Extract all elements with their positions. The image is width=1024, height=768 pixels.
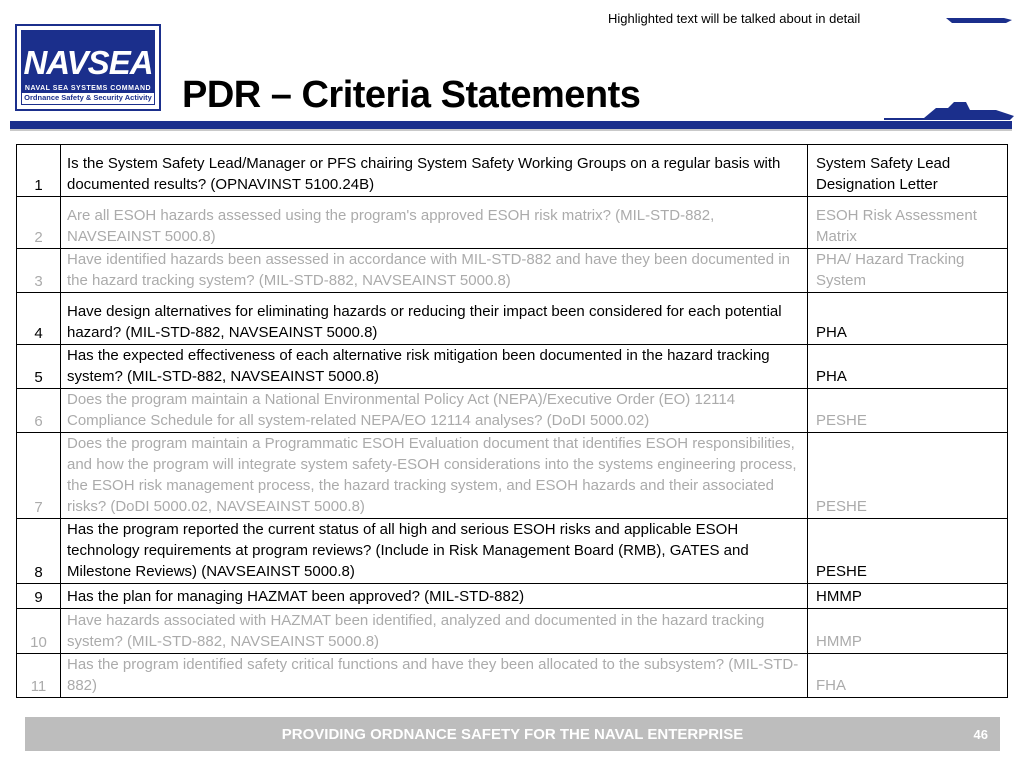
criterion-number: 2 [17, 197, 61, 249]
criterion-text: Has the expected effectiveness of each alternative risk mitigation been documented in the hazard tracking system? (MIL-STD-882, NAVSEAINST 5000.8) [61, 345, 808, 389]
criteria-table [16, 144, 1008, 698]
footer-bar [25, 717, 1000, 751]
criterion-number: 5 [17, 345, 61, 389]
header-note: Highlighted text will be talked about in detail [608, 11, 861, 26]
criterion-number: 11 [17, 654, 61, 698]
criterion-number: 10 [17, 609, 61, 654]
logo-subtitle: NAVAL SEA SYSTEMS COMMAND [24, 85, 152, 92]
table-row [17, 145, 1008, 197]
evidence-document: PHA [808, 345, 1008, 389]
criterion-text: Have design alternatives for eliminating hazards or reducing their impact been considered for each potential hazard? (MIL-STD-882, NAVSEAINST 5000.8) [61, 293, 808, 345]
evidence-document: FHA [808, 654, 1008, 698]
evidence-document: PESHE [808, 519, 1008, 584]
table-row [17, 389, 1008, 433]
header-rule [10, 121, 1012, 131]
criterion-text: Are all ESOH hazards assessed using the program's approved ESOH risk matrix? (MIL-STD-882, NAVSEAINST 5000.8) [61, 197, 808, 249]
page-title: PDR – Criteria Statements [182, 74, 641, 116]
criterion-number: 4 [17, 293, 61, 345]
evidence-document: PESHE [808, 389, 1008, 433]
criterion-text: Have identified hazards been assessed in accordance with MIL-STD-882 and have they been documented in the hazard tracking system? (MIL-STD-882, NAVSEAINST 5000.8) [61, 249, 808, 293]
criterion-text: Has the program identified safety critical functions and have they been allocated to the subsystem? (MIL-STD-882) [61, 654, 808, 698]
evidence-document: System Safety Lead Designation Letter [808, 145, 1008, 197]
criterion-number: 9 [17, 584, 61, 609]
criterion-number: 7 [17, 433, 61, 519]
logo-wordmark: NAVSEA [23, 44, 153, 81]
evidence-document: PESHE [808, 433, 1008, 519]
evidence-document: PHA [808, 293, 1008, 345]
evidence-document: ESOH Risk Assessment Matrix [808, 197, 1008, 249]
evidence-document: HMMP [808, 584, 1008, 609]
criterion-number: 8 [17, 519, 61, 584]
evidence-document: PHA/ Hazard Tracking System [808, 249, 1008, 293]
footer-text: PROVIDING ORDNANCE SAFETY FOR THE NAVAL ENTERPRISE [281, 726, 744, 743]
table-row [17, 519, 1008, 584]
table-row [17, 584, 1008, 609]
table-row [17, 654, 1008, 698]
table-row [17, 197, 1008, 249]
table-row [17, 345, 1008, 389]
table-row [17, 249, 1008, 293]
criteria-body [17, 145, 1008, 698]
criterion-text: Have hazards associated with HAZMAT been identified, analyzed and documented in the hazard tracking system? (MIL-STD-882, NAVSEAINST 5000.8) [61, 609, 808, 654]
criterion-text: Has the plan for managing HAZMAT been approved? (MIL-STD-882) [61, 584, 808, 609]
criterion-text: Has the program reported the current status of all high and serious ESOH risks and applicable ESOH technology requirements at program reviews? (Include in Risk Management Board (RMB), GATES and Milestone Reviews) (NAVSEAINST 5000.8) [61, 519, 808, 584]
criterion-text: Is the System Safety Lead/Manager or PFS chairing System Safety Working Groups on a regular basis with documented results? (OPNAVINST 5100.24B) [61, 145, 808, 197]
logo-activity: Ordnance Safety & Security Activity [21, 92, 155, 105]
page-number: 46 [973, 727, 988, 742]
ship-silhouette-icon [946, 16, 1012, 24]
criterion-number: 3 [17, 249, 61, 293]
logo-banner [21, 30, 155, 94]
ship-bow-icon [884, 98, 1014, 120]
table-row [17, 293, 1008, 345]
table-row [17, 609, 1008, 654]
table-row [17, 433, 1008, 519]
evidence-document: HMMP [808, 609, 1008, 654]
criterion-number: 6 [17, 389, 61, 433]
criterion-text: Does the program maintain a National Environmental Policy Act (NEPA)/Executive Order (EO) 12114 Compliance Schedule for all system-related NEPA/EO 12114 analyses? (DoDI 5000.02) [61, 389, 808, 433]
criterion-text: Does the program maintain a Programmatic ESOH Evaluation document that identifies ESOH responsibilities, and how the program will integrate system safety-ESOH considerations into the systems engineering process, the ESOH risk management process, the hazard tracking system, and ESOH hazards and their associated risks? (DoDI 5000.02, NAVSEAINST 5000.8) [61, 433, 808, 519]
navsea-logo [15, 24, 161, 111]
criterion-number: 1 [17, 145, 61, 197]
